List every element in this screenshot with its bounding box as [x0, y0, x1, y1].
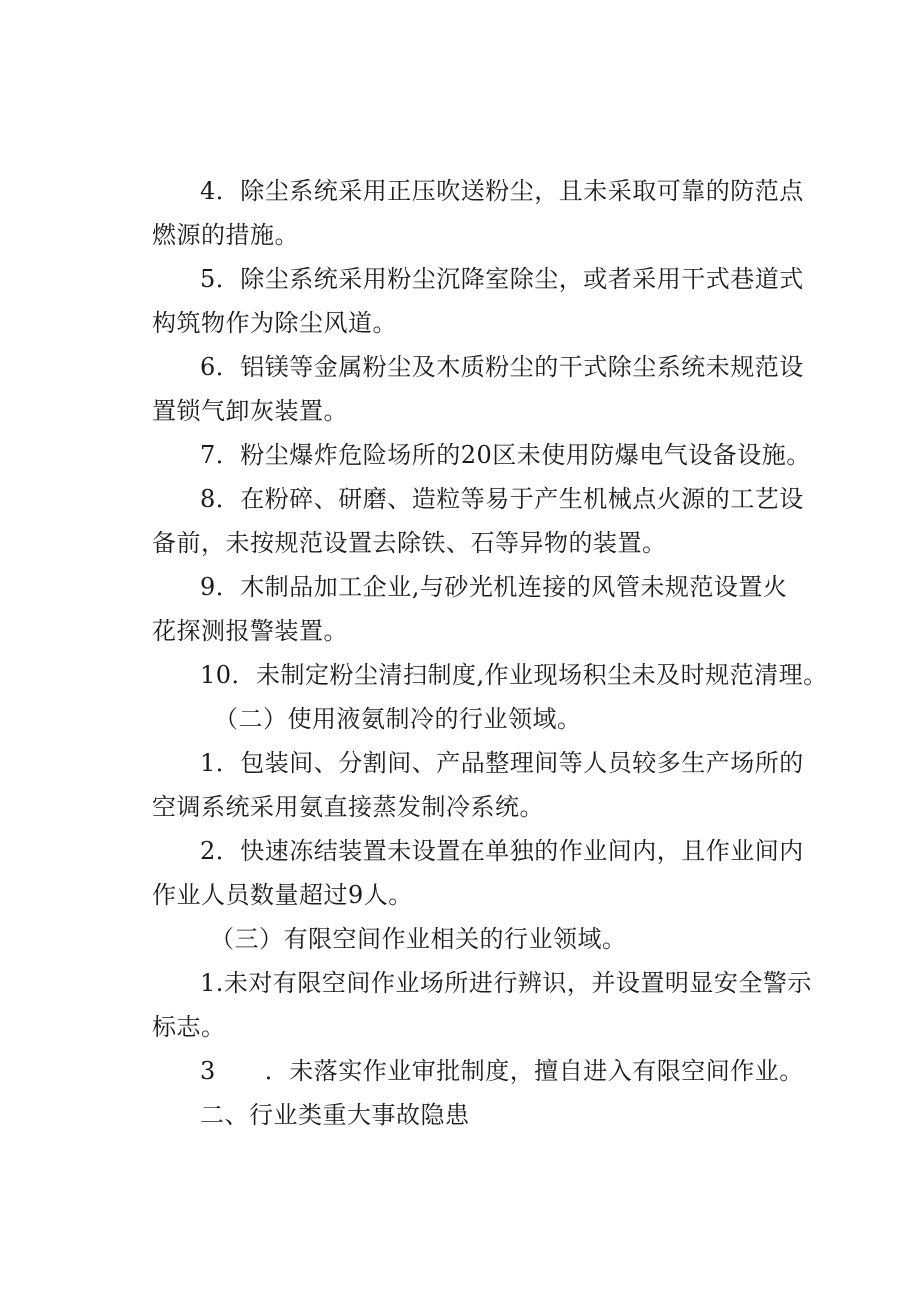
item-6-line-2: 置锁气卸灰装置。 [152, 397, 348, 425]
item-9-line-1: 9．木制品加工企业,与砂光机连接的风管未规范设置火 [200, 573, 788, 601]
item-5-line-2: 构筑物作为除尘风道。 [152, 309, 397, 337]
section-2-item-1-line-2: 空调系统采用氨直接蒸发制冷系统。 [152, 793, 544, 821]
item-5-line-1: 5．除尘系统采用粉尘沉降室除尘，或者采用干式巷道式 [200, 265, 804, 293]
item-4-line-1: 4．除尘系统采用正压吹送粉尘，且未采取可靠的防范点 [200, 177, 804, 205]
item-7-line-1: 7．粉尘爆炸危险场所的20区未使用防爆电气设备设施。 [200, 441, 811, 469]
section-2-heading: （二）使用液氨制冷的行业领域。 [214, 705, 582, 733]
item-8-line-2: 备前，未按规范设置去除铁、石等异物的装置。 [152, 529, 667, 557]
section-3-item-3-line-1: 3 ．未落实作业审批制度，擅自进入有限空间作业。 [200, 1057, 804, 1085]
section-3-item-1-line-2: 标志。 [152, 1013, 226, 1041]
section-3-item-1-line-1: 1.未对有限空间作业场所进行辨识，并设置明显安全警示 [200, 969, 812, 997]
item-4-line-2: 燃源的措施。 [152, 221, 299, 249]
section-2-item-2-line-1: 2．快速冻结装置未设置在单独的作业间内，且作业间内 [200, 837, 804, 865]
part-2-heading: 二、行业类重大事故隐患 [200, 1101, 470, 1129]
item-9-line-2: 花探测报警装置。 [152, 617, 348, 645]
item-10-line-1: 10．未制定粉尘清扫制度,作业现场积尘未及时规范清理。 [200, 661, 828, 689]
section-2-item-2-line-2: 作业人员数量超过9人。 [152, 881, 413, 909]
section-2-item-1-line-1: 1．包装间、分割间、产品整理间等人员较多生产场所的 [200, 749, 804, 777]
item-8-line-1: 8．在粉碎、研磨、造粒等易于产生机械点火源的工艺设 [200, 485, 804, 513]
item-6-line-1: 6．铝镁等金属粉尘及木质粉尘的干式除尘系统未规范设 [200, 353, 804, 381]
section-3-heading: （三）有限空间作业相关的行业领域。 [210, 925, 627, 953]
